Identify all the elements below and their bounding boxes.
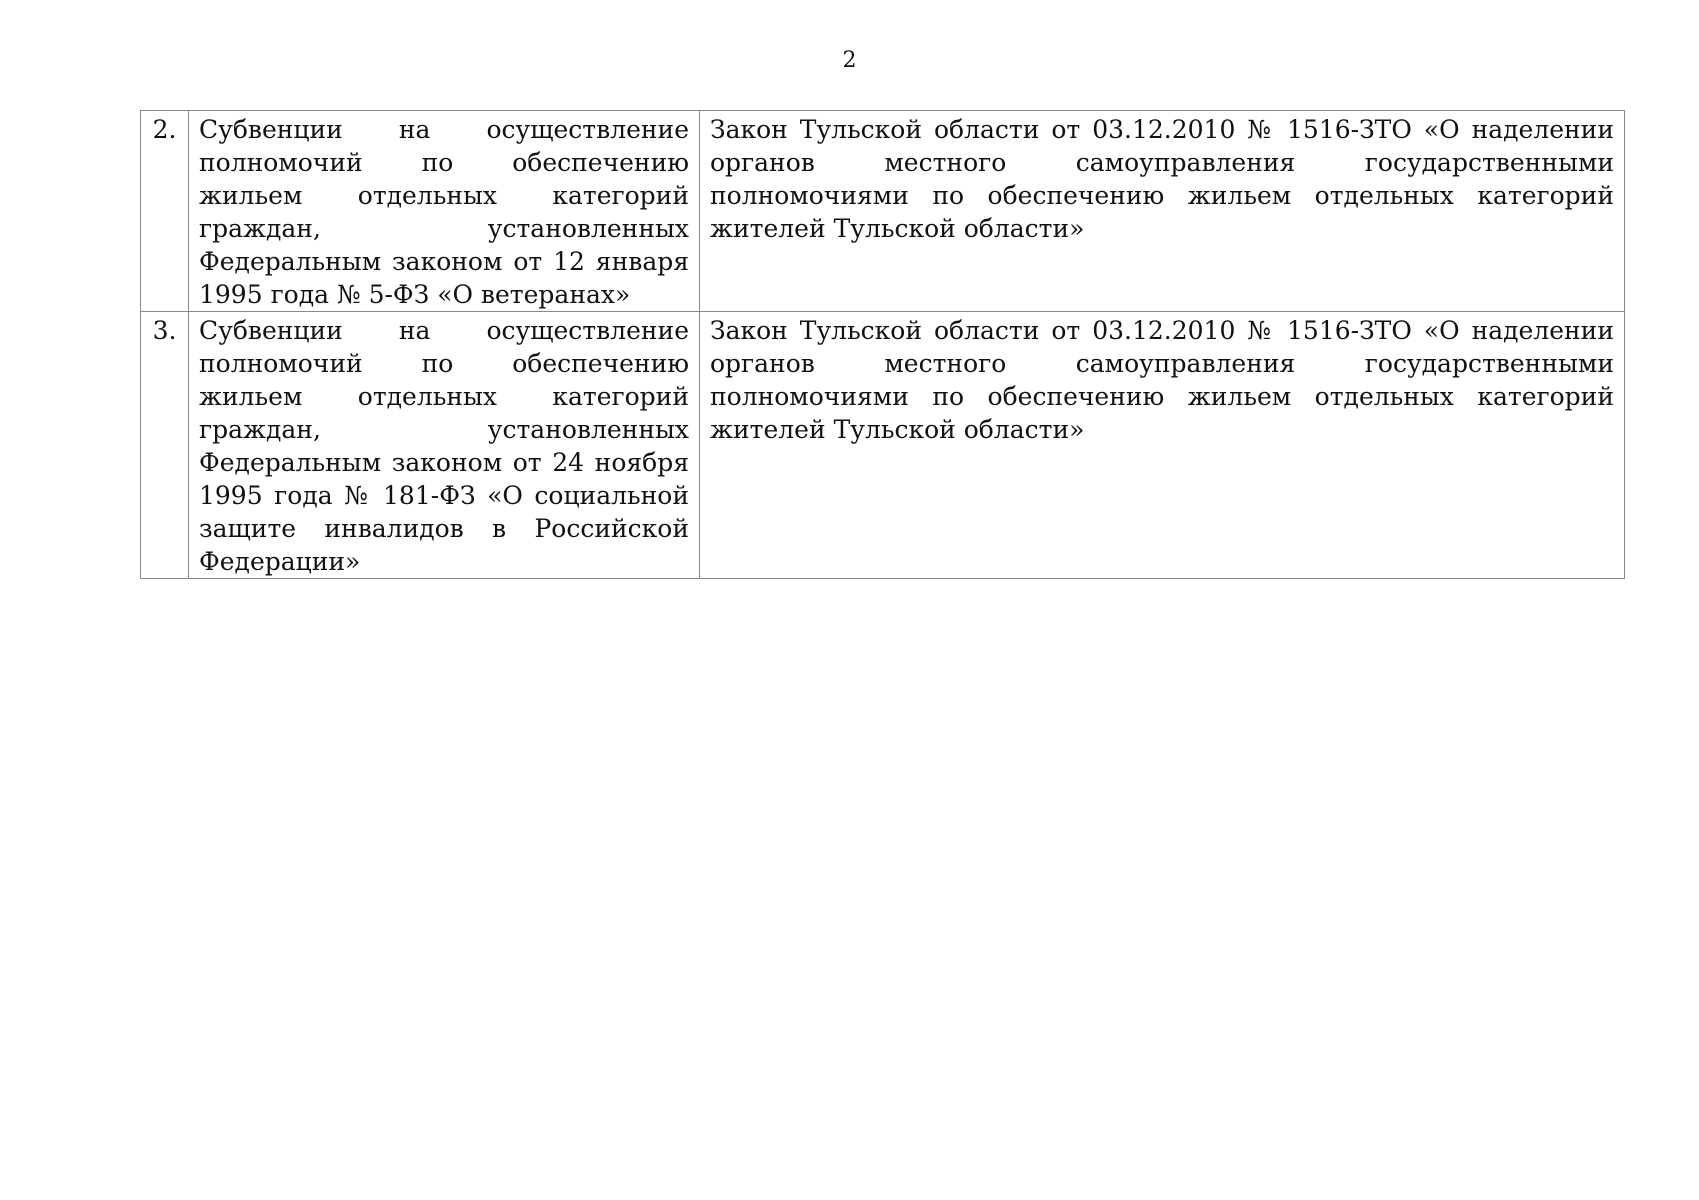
row-number: 3. [141,312,189,579]
row-number: 2. [141,111,189,312]
page-number: 2 [842,48,857,73]
subvention-name: Субвенции на осуществление полномочий по обеспечению жильем отдельных категорий граждан, установленных Федеральным законом от 24 ноября 1995 года № 181-ФЗ «О социальной защите инвалидов в Российской Федерации» [189,312,700,579]
legal-basis: Закон Тульской области от 03.12.2010 № 1516-ЗТО «О наделении органов местного самоуправления государственными полномочиями по обеспечению жильем отдельных категорий жителей Тульской области» [700,111,1625,312]
subventions-table [140,110,1625,579]
subvention-name: Субвенции на осуществление полномочий по обеспечению жильем отдельных категорий граждан, установленных Федеральным законом от 12 января 1995 года № 5-ФЗ «О ветеранах» [189,111,700,312]
table-row [141,312,1625,579]
legal-basis: Закон Тульской области от 03.12.2010 № 1516-ЗТО «О наделении органов местного самоуправления государственными полномочиями по обеспечению жильем отдельных категорий жителей Тульской области» [700,312,1625,579]
table-row [141,111,1625,312]
